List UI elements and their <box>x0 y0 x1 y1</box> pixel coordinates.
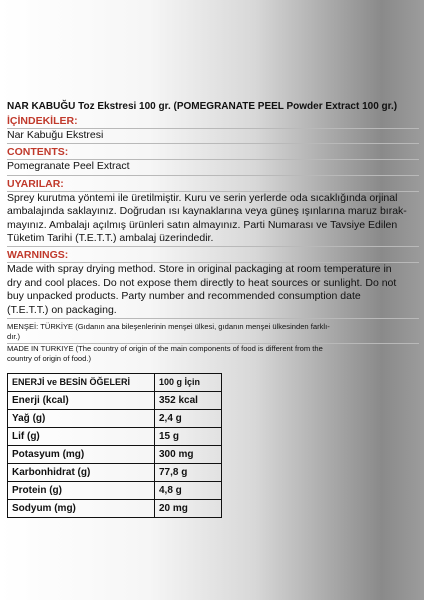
warnings-en-heading: WARNINGS: <box>7 249 419 263</box>
nutrient-value: 15 g <box>155 427 222 445</box>
nutrition-header-label: ENERJİ ve BESİN ÖĞELERİ <box>8 373 155 391</box>
table-row <box>8 463 222 481</box>
warnings-tr-line: Sprey kurutma yöntemi ile üretilmiştir. Kuru ve serin yerlerde oda sıcaklığında orjinal <box>7 191 398 204</box>
nutrient-value: 352 kcal <box>155 391 222 409</box>
origin-line: MENŞEİ: TÜRKİYE (Gıdanın ana bileşenlerinin menşei ülkesi, gıdanın menşei ülkesinden farklı- <box>7 322 330 332</box>
contents-heading: CONTENTS: <box>7 146 419 160</box>
origin-line: dır.) <box>7 332 419 343</box>
ingredients-heading: İÇİNDEKİLER: <box>7 115 419 129</box>
warnings-tr-section <box>7 178 419 250</box>
nutrient-name: Protein (g) <box>8 481 155 499</box>
nutrient-value: 20 mg <box>155 499 222 517</box>
nutrient-value: 77,8 g <box>155 463 222 481</box>
nutrient-name: Sodyum (mg) <box>8 499 155 517</box>
warnings-tr-heading: UYARILAR: <box>7 178 419 192</box>
warnings-en-section <box>7 249 419 321</box>
nutrient-name: Yağ (g) <box>8 409 155 427</box>
warnings-en-text <box>7 263 419 319</box>
warnings-tr-text <box>7 192 419 248</box>
warnings-en-line: dry and cool places. Do not expose them directly to heat sources or sunlight. Do not <box>7 276 397 289</box>
table-row <box>8 481 222 499</box>
nutrient-name: Potasyum (mg) <box>8 445 155 463</box>
ingredients-section <box>7 115 419 146</box>
warnings-tr-line: Tüketim Tarihi (T.E.T.T.) ambalaj üzerindedir. <box>7 232 214 245</box>
table-row <box>8 427 222 445</box>
table-row <box>8 391 222 409</box>
nutrient-value: 4,8 g <box>155 481 222 499</box>
nutrient-name: Enerji (kcal) <box>8 391 155 409</box>
table-row <box>8 499 222 517</box>
origin-section <box>7 321 419 367</box>
warnings-en-line: (T.E.T.T.) on packaging. <box>7 303 117 316</box>
nutrient-value: 2,4 g <box>155 409 222 427</box>
nutrition-header-per: 100 g İçin <box>155 373 222 391</box>
origin-line: MADE IN TURKIYE (The country of origin of the main components of food is different from the <box>7 343 323 353</box>
warnings-tr-line: ambalajında saklayınız. Doğrudan ısı kaynaklarına veya güneş ışınlarına maruz bırak- <box>7 205 407 218</box>
table-row <box>8 409 222 427</box>
product-title: NAR KABUĞU Toz Ekstresi 100 gr. (POMEGRANATE PEEL Powder Extract 100 gr.) <box>7 101 398 112</box>
label-sheet <box>7 100 419 518</box>
nutrition-table <box>7 373 222 518</box>
contents-section <box>7 146 419 177</box>
warnings-tr-line: mayınız. Ambalajı açılmış ürünleri satın almayınız. Parti Numarası ve Tavsiye Edilen <box>7 218 398 231</box>
ingredients-text: Nar Kabuğu Ekstresi <box>7 129 419 144</box>
nutrition-header-row <box>8 373 222 391</box>
origin-line: country of origin of food.) <box>7 354 91 364</box>
contents-text: Pomegranate Peel Extract <box>7 160 419 175</box>
nutrient-value: 300 mg <box>155 445 222 463</box>
warnings-en-line: buy unpacked products. Party number and recommended consumption date <box>7 290 361 303</box>
nutrient-name: Lif (g) <box>8 427 155 445</box>
nutrient-name: Karbonhidrat (g) <box>8 463 155 481</box>
table-row <box>8 445 222 463</box>
warnings-en-line: Made with spray drying method. Store in original packaging at room temperature in <box>7 263 392 276</box>
